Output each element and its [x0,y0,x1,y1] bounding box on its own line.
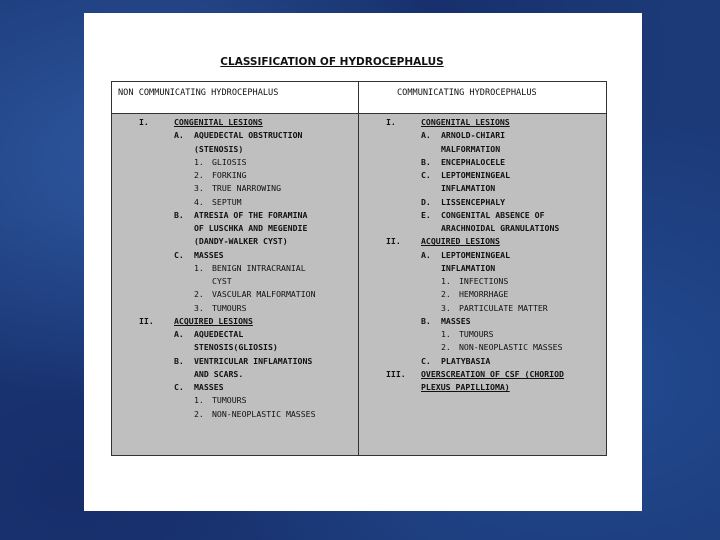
item-text: ARACHNOIDAL GRANULATIONS [441,223,560,233]
item-number: B. [421,315,431,326]
item-text: TUMOURS [212,302,247,313]
table-header [112,82,606,114]
item-text: HEMORRHAGE [459,289,509,300]
item-text: BENIGN INTRACRANIAL [212,262,306,273]
item-number: A. [174,130,184,141]
item-number: B. [174,355,184,366]
item-number: 4. [194,196,204,207]
item-number: A. [421,249,431,260]
item-text: OF LUSCHKA AND MEGENDIE [194,223,308,233]
item-text: ATRESIA OF THE FORAMINA [194,209,308,220]
item-text: AQUEDECTAL [194,329,244,339]
item-text: ACQUIRED LESIONS [174,315,253,326]
item-number: E. [421,209,431,220]
item-text: CONGENITAL LESIONS [421,117,510,127]
item-text: MASSES [441,315,471,326]
item-text: LISSENCEPHALY [441,196,506,207]
item-number: 3. [194,302,204,313]
slide [84,13,642,511]
slide-title: CLASSIFICATION OF HYDROCEPHALUS [220,56,444,68]
item-number: 1. [194,156,204,167]
item-text: (DANDY-WALKER CYST) [194,236,288,247]
column-divider [358,82,359,455]
item-text: VASCULAR MALFORMATION [212,289,316,300]
header-communicating: COMMUNICATING HYDROCEPHALUS [397,88,537,98]
item-text: TUMOURS [459,329,494,339]
item-text: TRUE NARROWING [212,183,282,194]
item-text: NON-NEOPLASTIC MASSES [212,408,316,419]
table-body [112,114,606,455]
item-text: LEPTOMENINGEAL [441,249,511,260]
item-number: 2. [441,342,451,353]
item-number: C. [174,249,184,260]
item-text: AQUEDECTAL OBSTRUCTION [194,130,303,141]
item-number: D. [421,196,431,207]
classification-table [111,81,607,456]
item-number: 2. [194,408,204,419]
item-number: B. [174,209,184,220]
item-number: I. [386,117,396,127]
item-text: GLIOSIS [212,156,247,167]
item-number: I. [139,117,149,127]
item-number: C. [421,170,431,180]
item-text: VENTRICULAR INFLAMATIONS [194,355,313,366]
item-text: OVERSCREATION OF CSF (CHORIOD [421,368,564,379]
item-number: C. [421,355,431,366]
header-non-communicating: NON COMMUNICATING HYDROCEPHALUS [118,88,279,98]
item-text: PARTICULATE MATTER [459,302,548,313]
item-number: 3. [441,302,451,313]
item-number: II. [386,236,401,247]
item-text: INFECTIONS [459,276,509,286]
item-number: 1. [194,395,204,406]
item-number: 1. [194,262,204,273]
item-text: LEPTOMENINGEAL [441,170,511,180]
item-text: ARNOLD-CHIARI [441,130,506,141]
item-text: SEPTUM [212,196,242,207]
item-number: 1. [441,329,451,339]
item-text: MALFORMATION [441,143,501,154]
item-text: CYST [212,276,232,286]
item-number: III. [386,368,406,379]
item-text: STENOSIS(GLIOSIS) [194,342,278,353]
item-text: CONGENITAL LESIONS [174,117,263,127]
item-text: MASSES [194,249,224,260]
item-text: FORKING [212,170,247,180]
item-number: A. [421,130,431,141]
item-text: (STENOSIS) [194,143,244,154]
item-number: C. [174,382,184,392]
item-text: MASSES [194,382,224,392]
item-text: CONGENITAL ABSENCE OF [441,209,545,220]
item-text: AND SCARS. [194,368,244,379]
item-number: 2. [194,170,204,180]
item-text: INFLAMATION [441,183,496,194]
item-text: PLATYBASIA [441,355,491,366]
item-number: II. [139,315,154,326]
item-number: 3. [194,183,204,194]
item-number: 1. [441,276,451,286]
item-text: INFLAMATION [441,262,496,273]
item-number: 2. [194,289,204,300]
item-text: ENCEPHALOCELE [441,156,506,167]
item-number: 2. [441,289,451,300]
item-text: PLEXUS PAPILLIOMA) [421,382,510,392]
item-text: TUMOURS [212,395,247,406]
item-number: B. [421,156,431,167]
item-number: A. [174,329,184,339]
item-text: NON-NEOPLASTIC MASSES [459,342,563,353]
item-text: ACQUIRED LESIONS [421,236,500,247]
